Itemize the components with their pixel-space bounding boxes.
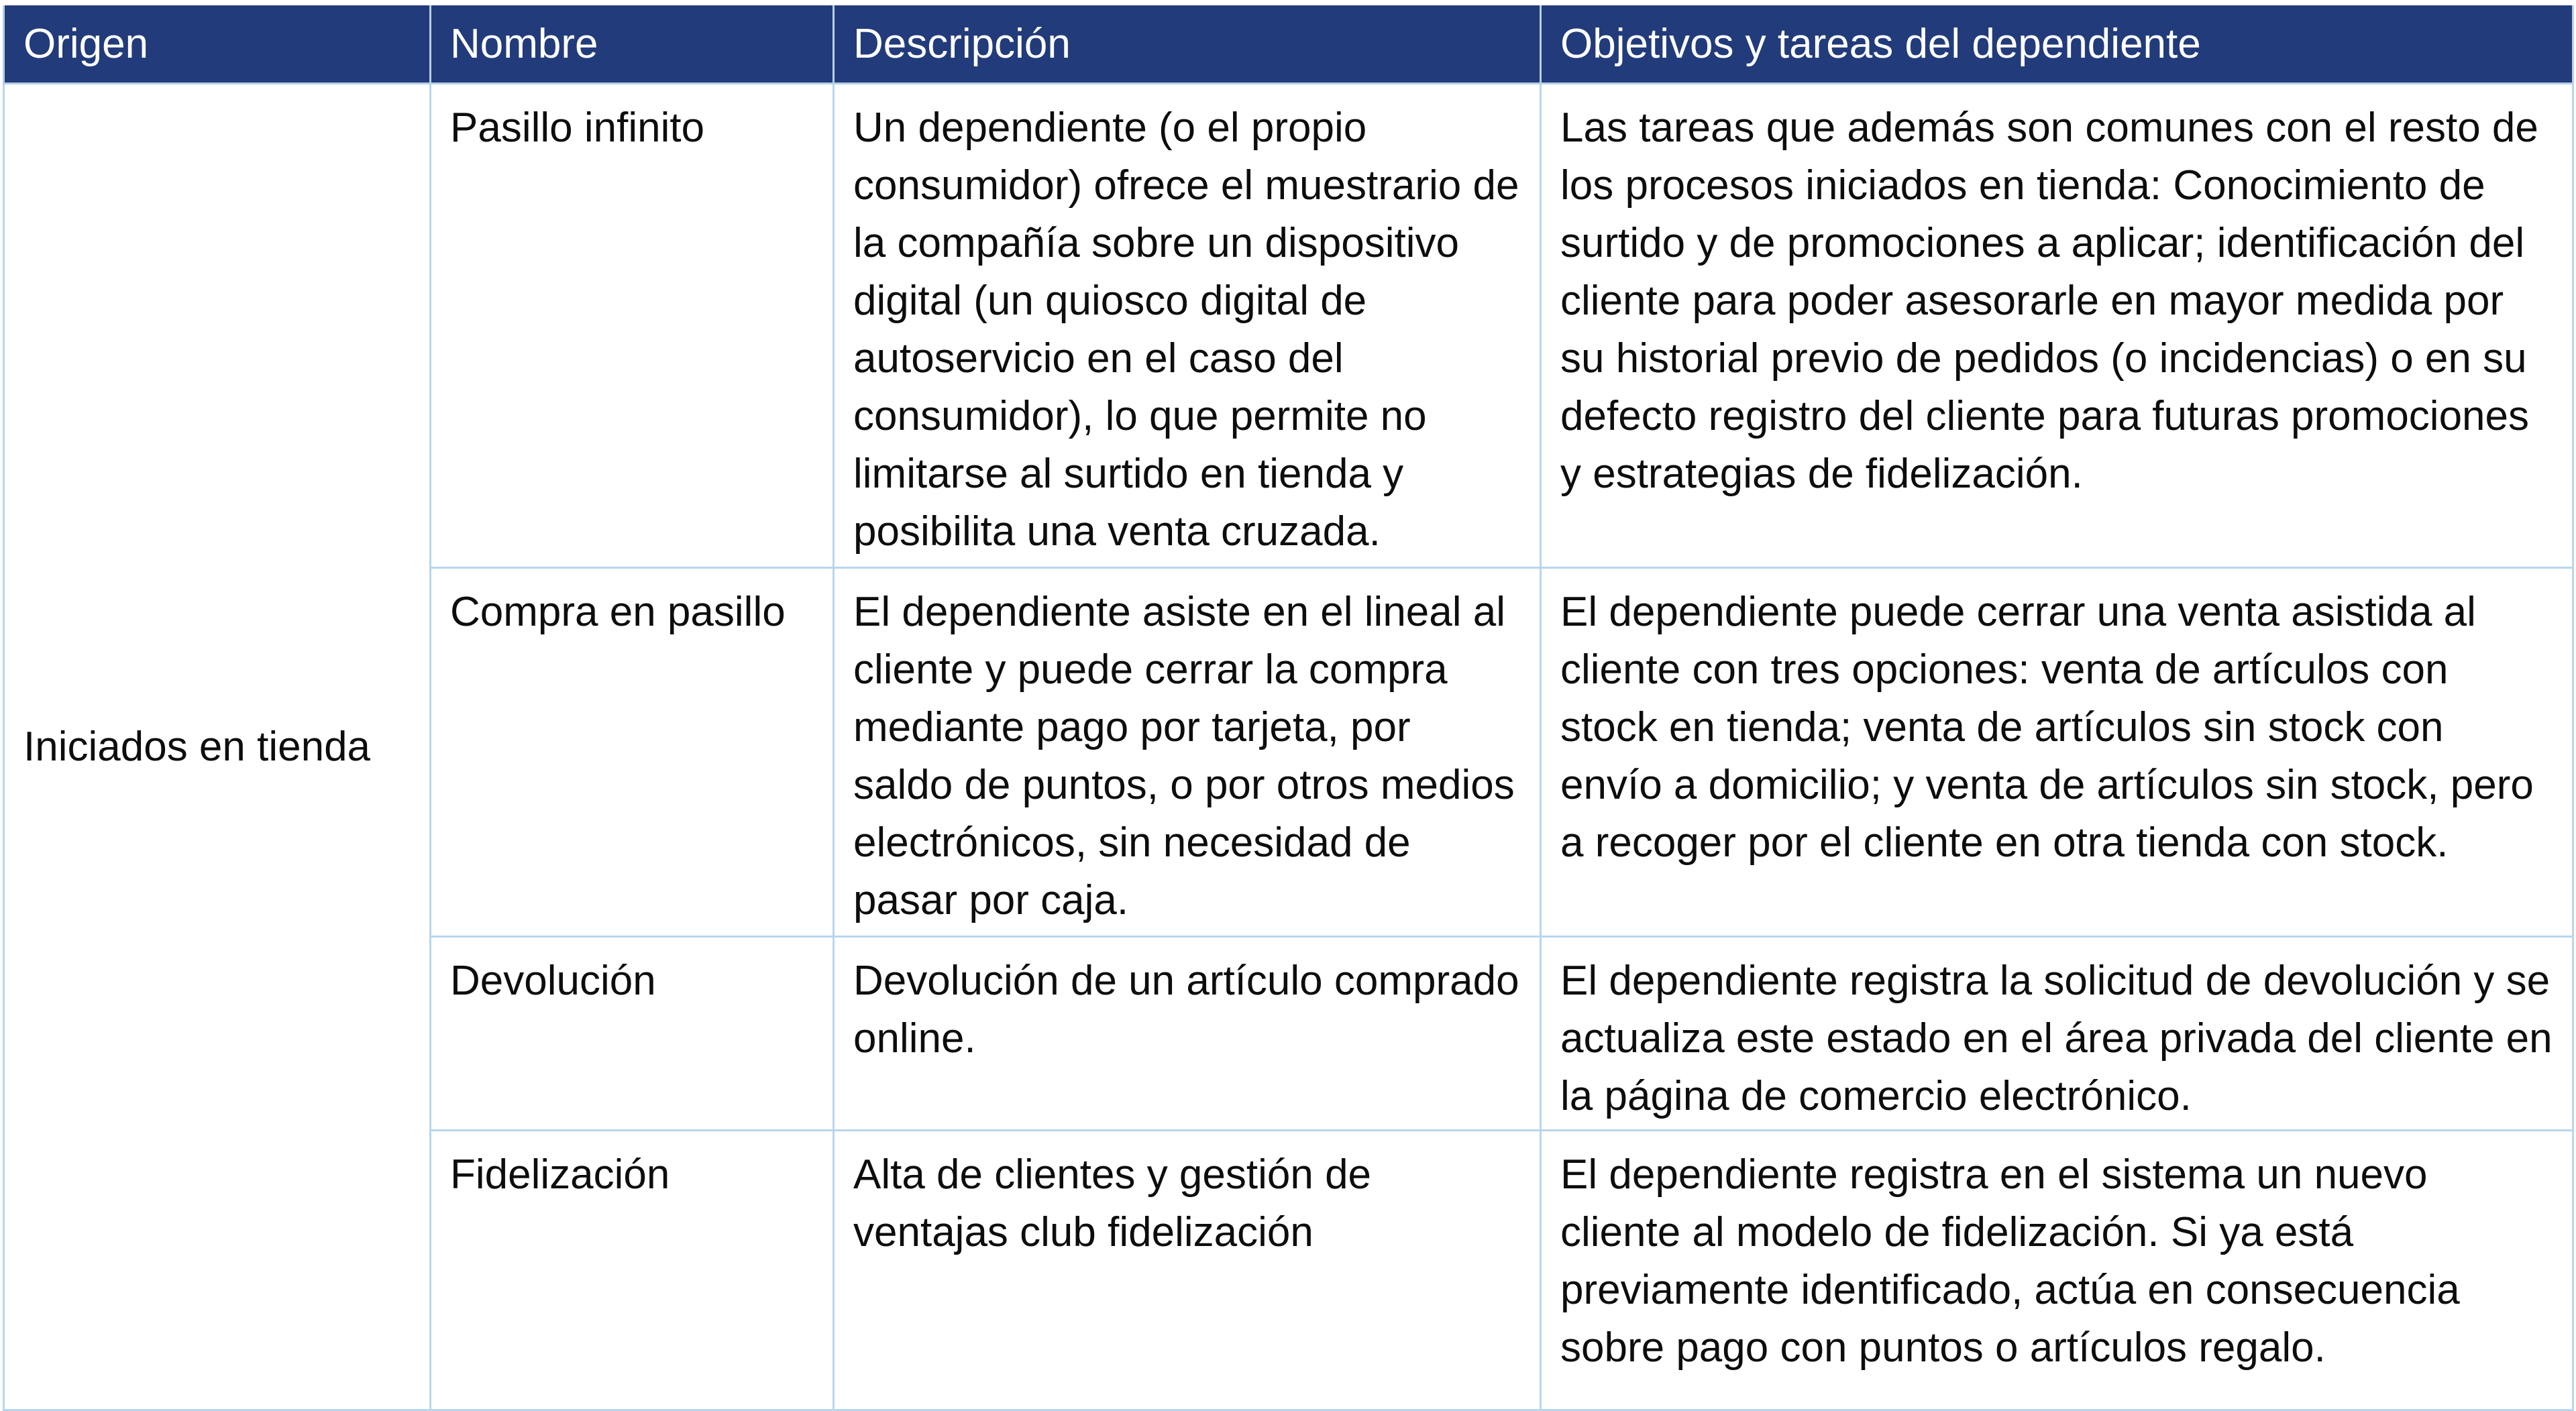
- header-objetivos: Objetivos y tareas del dependiente: [1541, 5, 2573, 84]
- header-descripcion: Descripción: [834, 5, 1541, 84]
- origin-cell: Iniciados en tienda: [4, 84, 431, 1410]
- nombre-cell: Compra en pasillo: [431, 568, 834, 937]
- objetivos-cell: Las tareas que además son comunes con el resto de los procesos iniciados en tienda: Conocimiento de surtido y de promociones a aplicar; identificación del cliente para poder asesorarle en mayor medida por su historial previo de pedidos (o incidencias) o en su defecto registro del cliente para futuras promociones y estrategias de fidelización.: [1541, 84, 2573, 568]
- header-origen: Origen: [4, 5, 431, 84]
- nombre-cell: Pasillo infinito: [431, 84, 834, 568]
- nombre-cell: Devolución: [431, 937, 834, 1131]
- descripcion-cell: Un dependiente (o el propio consumidor) ofrece el muestrario de la compañía sobre un dispositivo digital (un quiosco digital de autoservicio en el caso del consumidor), lo que permite no limitarse al surtido en tienda y posibilita una venta cruzada.: [834, 84, 1541, 568]
- table-body: [4, 84, 2573, 1410]
- descripcion-cell: Alta de clientes y gestión de ventajas club fidelización: [834, 1131, 1541, 1410]
- table-row: [4, 84, 2573, 568]
- nombre-cell: Fidelización: [431, 1131, 834, 1410]
- header-nombre: Nombre: [431, 5, 834, 84]
- objetivos-cell: El dependiente registra la solicitud de devolución y se actualiza este estado en el área privada del cliente en la página de comercio electrónico.: [1541, 937, 2573, 1131]
- descripcion-cell: Devolución de un artículo comprado online.: [834, 937, 1541, 1131]
- header-row: [4, 5, 2573, 84]
- table-header: [4, 5, 2573, 84]
- descripcion-cell: El dependiente asiste en el lineal al cliente y puede cerrar la compra mediante pago por tarjeta, por saldo de puntos, o por otros medios electrónicos, sin necesidad de pasar por caja.: [834, 568, 1541, 937]
- objetivos-cell: El dependiente registra en el sistema un nuevo cliente al modelo de fidelización. Si ya está previamente identificado, actúa en consecuencia sobre pago con puntos o artículos regalo.: [1541, 1131, 2573, 1410]
- objetivos-cell: El dependiente puede cerrar una venta asistida al cliente con tres opciones: venta de artículos con stock en tienda; venta de artículos sin stock con envío a domicilio; y venta de artículos sin stock, pero a recoger por el cliente en otra tienda con stock.: [1541, 568, 2573, 937]
- process-table: [3, 5, 2574, 1411]
